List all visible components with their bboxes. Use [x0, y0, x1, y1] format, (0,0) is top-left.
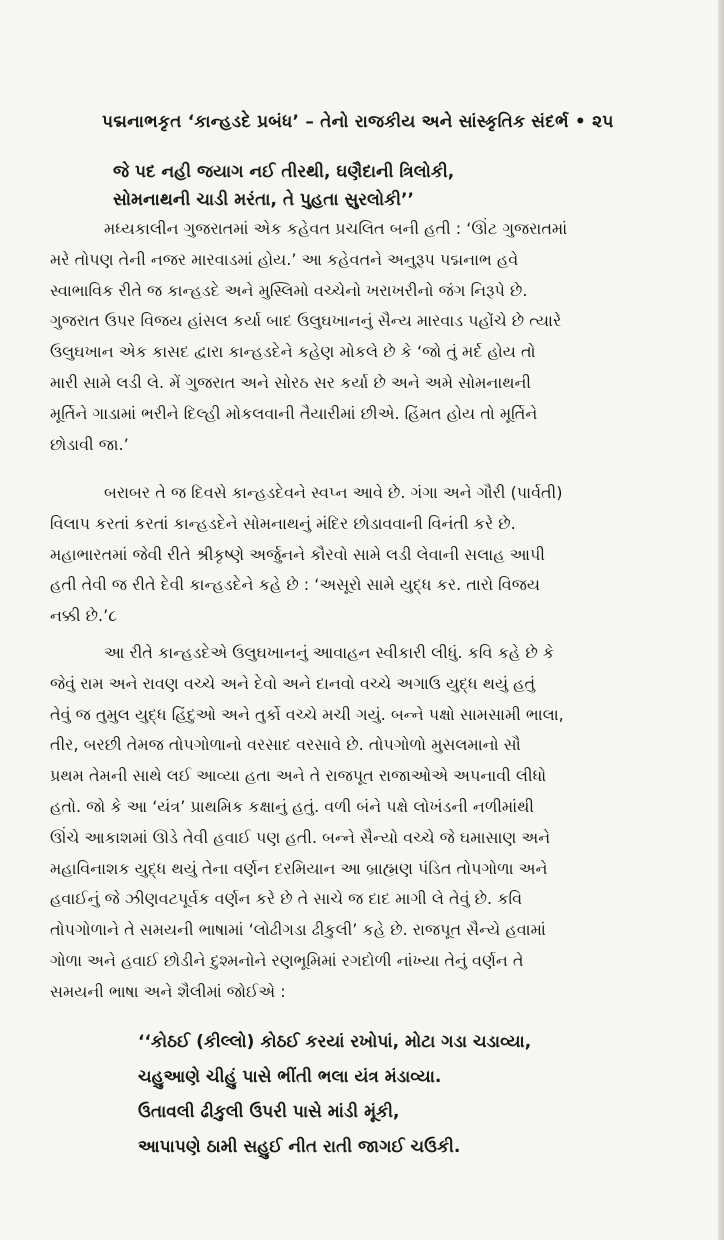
verse-line: ‘‘કોઠઈ (કીલ્લો) કોઠઈ કરયાં રખોપાં, મોટા ગડા ચડાવ્યા,	[138, 1032, 532, 1052]
text-line: હવાઈનું જે ઝીણવટપૂર્વક વર્ણન કરે છે તે સાચે જ દાદ માગી લે તેવું છે. કવિ	[50, 889, 523, 909]
text-line: સમયની ભાષા અને શૈલીમાં જોઈએ :	[50, 981, 286, 1001]
text-line: મારી સામે લડી લે. મેં ગુજરાત અને સોરઠ સર કર્યા છે અને અમે સોમનાથની	[50, 372, 532, 392]
text-line: પ્રથમ તેમની સાથે લઈ આવ્યા હતા અને તે રાજપૂત રાજાઓએ અપનાવી લીધો	[50, 766, 547, 786]
text-line: મરે તોપણ તેની નજર મારવાડમાં હોય.’ આ કહેવતને અનુરૂપ પદ્મનાભ હવે	[50, 249, 519, 269]
paragraph-2	[50, 478, 680, 632]
text-line: સ્વાભાવિક રીતે જ કાન્હડદે અને મુસ્લિમો વચ્ચેનો ખરાખરીનો જંગ નિરૂપે છે.	[50, 280, 528, 300]
text-line: ગોળા અને હવાઈ છોડીને દુશ્મનોને રણભૂમિમાં રગદોળી નાંખ્યા તેનું વર્ણન તે	[50, 950, 524, 970]
verse-line: સોમનાથની ચાડી મરંતા, તે પુહતા સુરલોકી’’	[113, 190, 414, 210]
verse-line: ચહુઆણે ચીહું પાસે ભીંતી ભલા યંત્ર મંડાવ્યા.	[138, 1067, 442, 1087]
text-line: જેવું રામ અને રાવણ વચ્ચે અને દેવો અને દાનવો વચ્ચે અગાઉ યુદ્ધ થયું હતું	[50, 673, 536, 693]
text-line: ઉલુઘખાન એક કાસદ દ્વારા કાન્હડદેને કહેણ મોકલે છે કે ‘જો તું મર્દ હોય તો	[50, 342, 536, 362]
text-line: નક્કી છે.’૮	[50, 606, 118, 626]
verse-line: ઉતાવલી ઢીકુલી ઉપરી પાસે માંડી મૂંકી,	[138, 1102, 400, 1122]
text-line: તેવું જ તુમુલ યુદ્ધ હિંદુઓ અને તુર્કો વચ્ચે મચી ગયું. બન્ને પક્ષો સામસામી ભાલા,	[50, 704, 564, 724]
text-line: મૂર્તિને ગાડામાં ભરીને દિલ્હી મોકલવાની તૈયારીમાં છીએ. હિંમત હોય તો મૂર્તિને	[50, 403, 538, 423]
text-line: ઊંચે આકાશમાં ઊડે તેવી હવાઈ પણ હતી. બન્ને સૈન્યો વચ્ચે જે ઘમાસાણ અને	[50, 827, 551, 847]
running-header: પદ્મનાભકૃત ‘કાન્હડદે પ્રબંધ’ – તેનો રાજકીય અને સાંસ્કૃતિક સંદર્ભ • ૨૫	[102, 112, 614, 132]
text-line: આ રીતે કાન્હડદેએ ઉલુઘખાનનું આવાહન સ્વીકારી લીધું. કવિ કહે છે કે	[104, 643, 555, 662]
text-line: મહાભારતમાં જેવી રીતે શ્રીકૃષ્ણે અર્જુનને કૌરવો સામે લડી લેવાની સલાહ આપી	[50, 544, 545, 564]
verse-line: જે પદ નહી જયાગ નઈ તીરથી, ઘણૈદાની ત્રિલોકી,	[113, 162, 455, 182]
text-line: વિલાપ કરતાં કરતાં કાન્હડદેને સોમનાથનું મંદિર છોડાવવાની વિનંતી કરે છે.	[50, 513, 516, 533]
text-line: બરાબર તે જ દિવસે કાન્હડદેવને સ્વપ્ન આવે છે. ગંગા અને ગૌરી (પાર્વતી)	[104, 483, 563, 502]
page-edge	[718, 0, 724, 1240]
text-line: હતી તેવી જ રીતે દેવી કાન્હડદેને કહે છે : ‘અસૂરો સામે યુદ્ધ કર. તારો વિજય	[50, 575, 540, 595]
text-line: હતો. જો કે આ ‘યંત્ર’ પ્રાથમિક કક્ષાનું હતું. વળી બંને પક્ષે લોખંડની નળીમાંથી	[50, 796, 534, 816]
text-line: છોડાવી જા.’	[50, 434, 129, 454]
verse-line: આપાપણે ઠામી સહુઈ નીત રાતી જાગઈ ચઉકી.	[138, 1137, 461, 1157]
text-line: તોપગોળાને તે સમયની ભાષામાં ‘લોઢીગડા ઢીકુલી’ કહે છે. રાજપૂત સૈન્યે હવામાં	[50, 920, 546, 940]
paragraph-3	[50, 638, 680, 1008]
paragraph-1	[50, 214, 680, 460]
text-line: મધ્યકાલીન ગુજરાતમાં એક કહેવત પ્રચલિત બની હતી : ‘ઊંટ ગુજરાતમાં	[104, 219, 568, 238]
text-line: તીર, બરછી તેમજ તોપગોળાનો વરસાદ વરસાવે છે. તોપગોળો મુસલમાનો સૌ	[50, 735, 521, 755]
text-line: મહાવિનાશક યુદ્ધ થયું તેના વર્ણન દરમિયાન આ બ્રાહ્મણ પંડિત તોપગોળા અને	[50, 858, 548, 878]
text-line: ગુજરાત ઉપર વિજય હાંસલ કર્યા બાદ ઉલુઘખાનનું સૈન્ય મારવાડ પહોંચે છે ત્યારે	[50, 311, 562, 331]
